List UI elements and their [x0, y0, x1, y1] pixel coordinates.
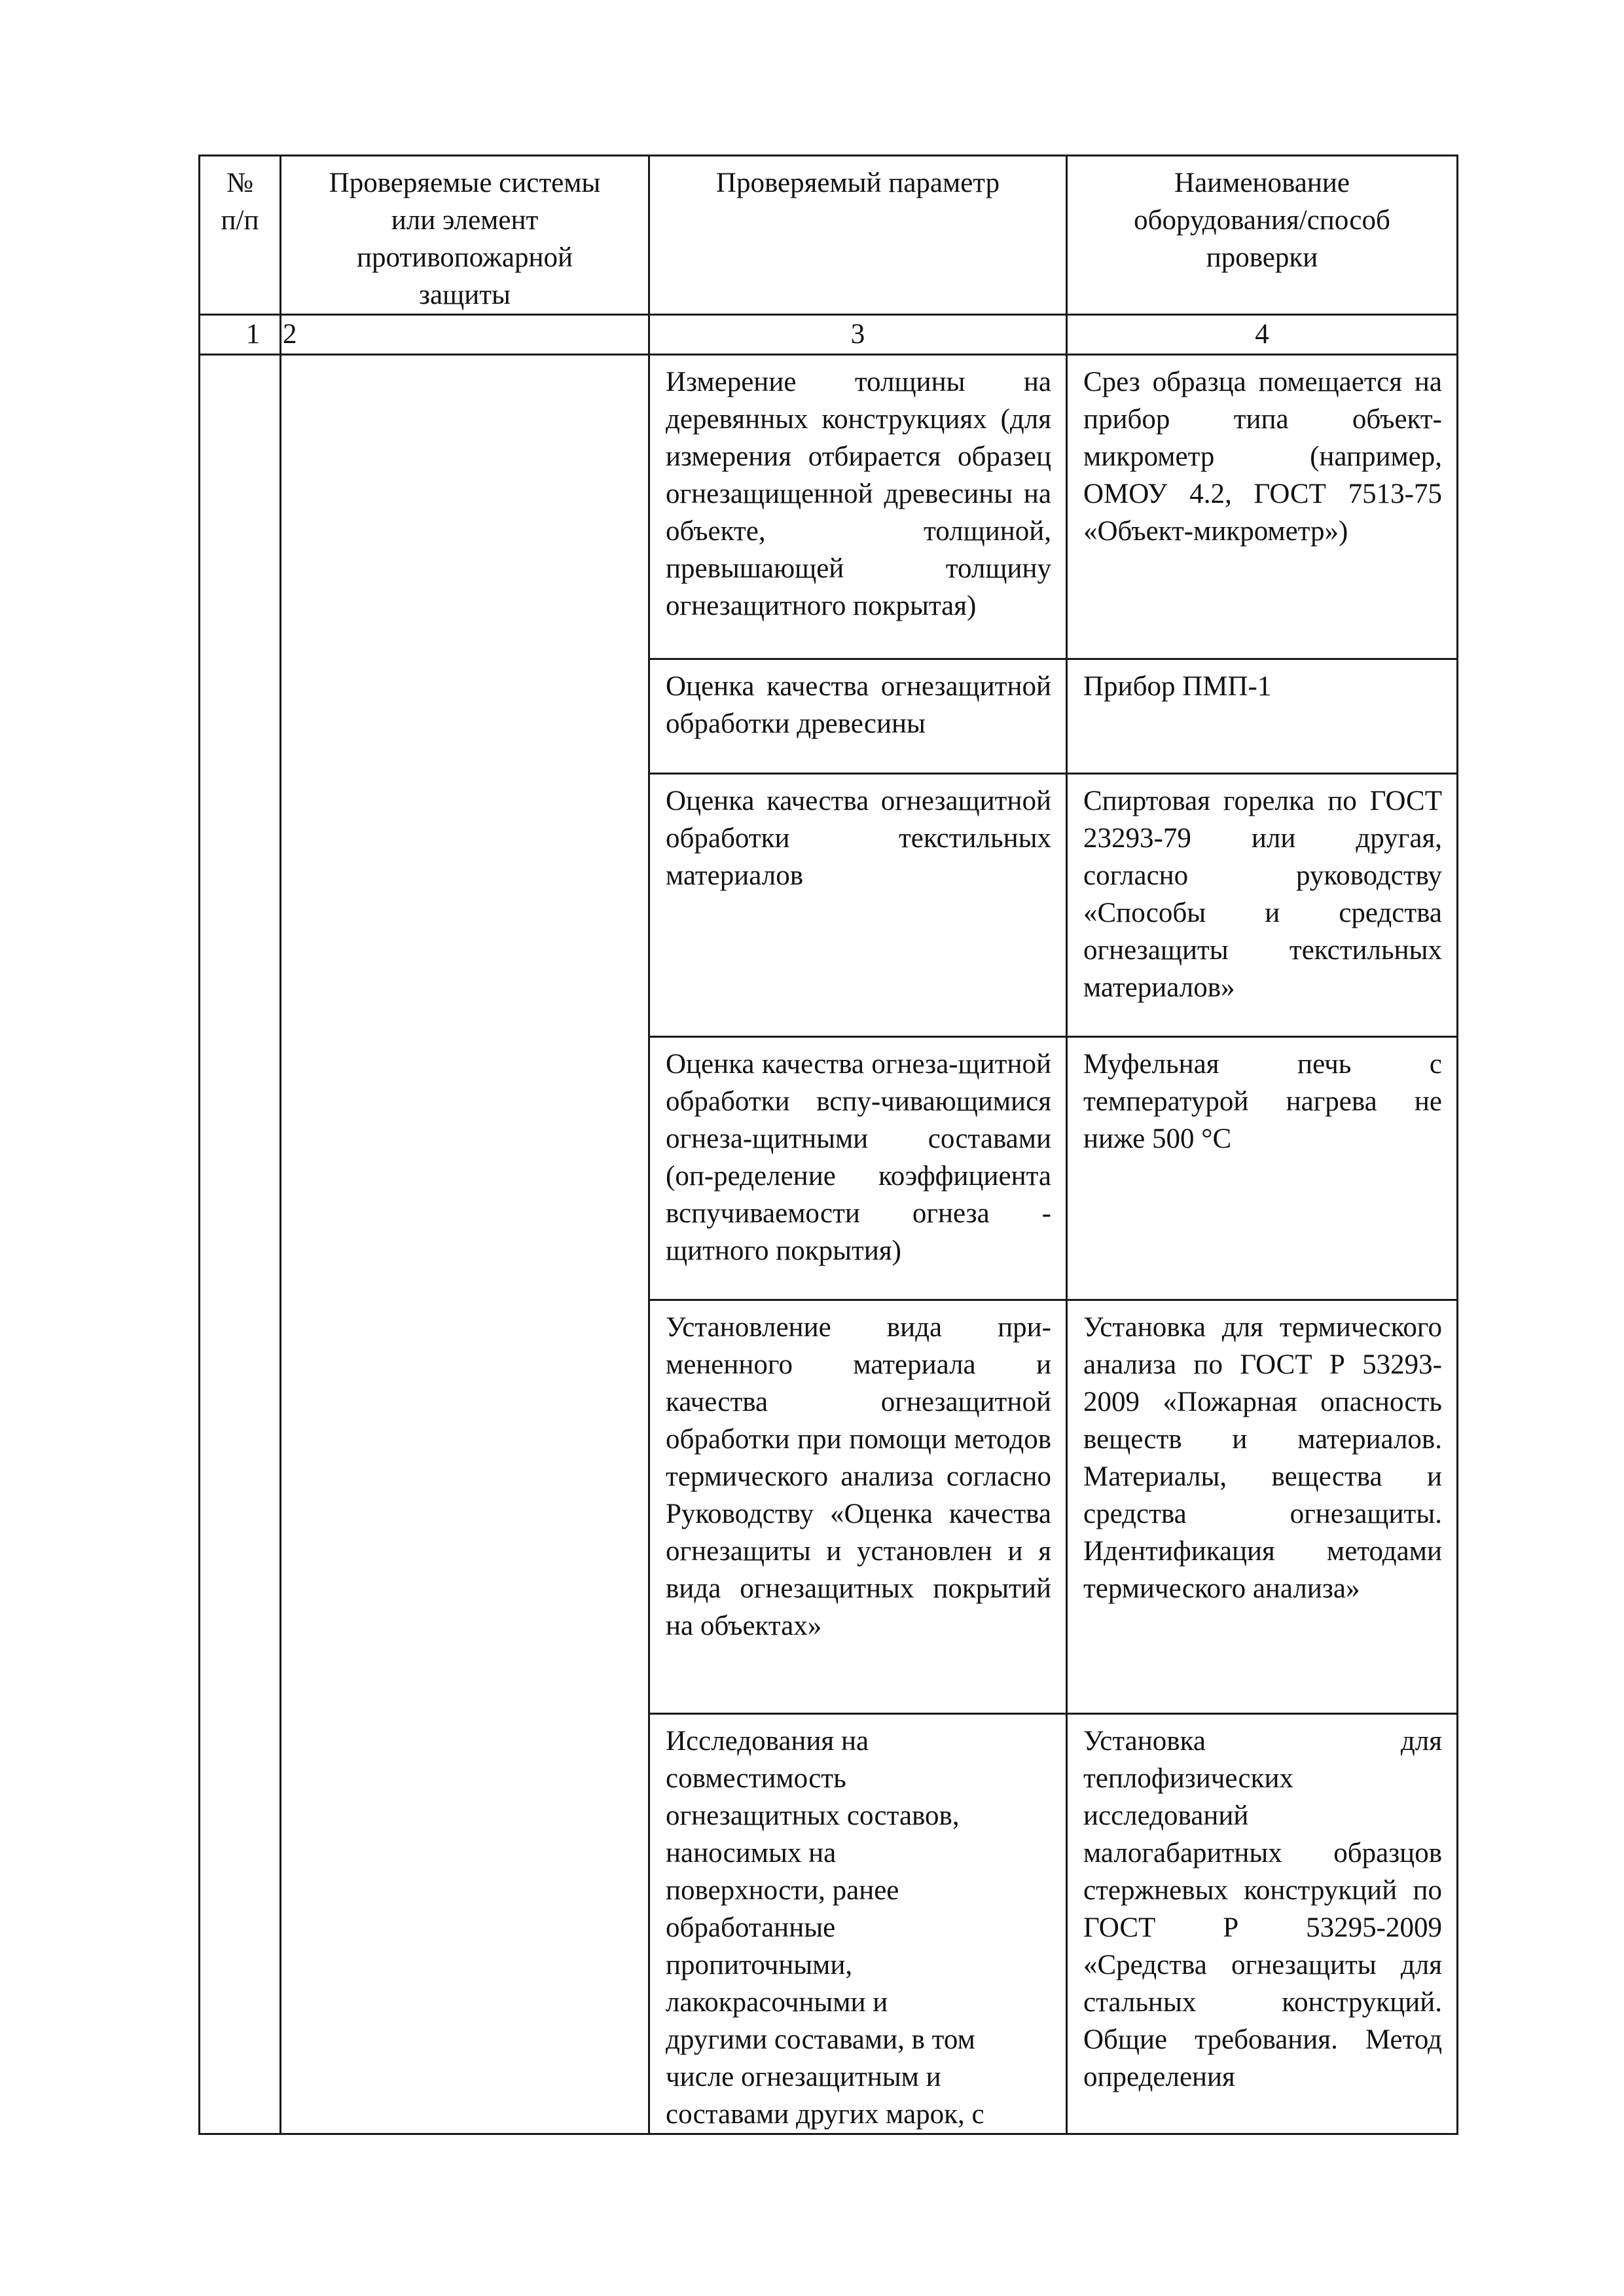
parameter-cell: Измерение толщины на деревянных конструкциях (для измерения отбирается образец огнезащищенной древесины на объекте, толщиной, превышающей толщину огнезащитного покрытая)	[649, 355, 1067, 659]
parameter-cell: Оценка качества огнезащитной обработки древесины	[649, 659, 1067, 774]
equipment-cell: Установка для термического анализа по ГОСТ Р 53293-2009 «Пожарная опасность веществ и материалов. Материалы, вещества и средства огнезащиты. Идентификация методами термического анализа»	[1067, 1300, 1458, 1714]
column-number-1: 1	[200, 315, 281, 355]
column-number-4: 4	[1067, 315, 1458, 355]
empty-systems-cell	[281, 355, 649, 2134]
parameter-cell: Установление вида при-мененного материала и качества огнезащитной обработки при помощи методов термического анализа согласно Руководству «Оценка качества огнезащиты и установлен и я вида огнезащитных покрытий на объектах»	[649, 1300, 1067, 1714]
empty-number-cell	[200, 355, 281, 2134]
equipment-cell: Спиртовая горелка по ГОСТ 23293-79 или другая, согласно руководству «Способы и средства огнезащиты текстильных материалов»	[1067, 774, 1458, 1037]
header-parameter: Проверяемый параметр	[649, 156, 1067, 315]
header-systems: Проверяемые системы или элемент противопожарной защиты	[281, 156, 649, 315]
equipment-cell: Установка для теплофизических исследований малогабаритных образцов стержневых конструкций по ГОСТ Р 53295-2009 «Средства огнезащиты для стальных конструкций. Общие требования. Метод определения	[1067, 1714, 1458, 2134]
parameter-cell: Исследования на совместимость огнезащитных составов, наносимых на поверхности, ранее обработанные пропиточными, лакокрасочными и другими составами, в том числе огнезащитным и составами других марок, с	[649, 1714, 1067, 2134]
column-number-row	[200, 315, 1458, 355]
table-row	[200, 355, 1458, 659]
header-equipment: Наименование оборудования/способ проверки	[1067, 156, 1458, 315]
equipment-cell: Муфельная печь с температурой нагрева не ниже 500 °С	[1067, 1037, 1458, 1300]
header-number: № п/п	[200, 156, 281, 315]
equipment-cell: Срез образца помещается на прибор типа объект-микрометр (например, ОМОУ 4.2, ГОСТ 7513-75 «Объект-микрометр»)	[1067, 355, 1458, 659]
column-number-3: 3	[649, 315, 1067, 355]
column-number-2: 2	[281, 315, 649, 355]
parameter-cell: Оценка качества огнеза-щитной обработки вспу-чивающимися огнеза-щитными составами (оп-ределение коэффициента вспучиваемости огнеза - щитного покрытия)	[649, 1037, 1067, 1300]
equipment-cell: Прибор ПМП-1	[1067, 659, 1458, 774]
inspection-table	[198, 155, 1458, 2135]
table-header-row	[200, 156, 1458, 315]
parameter-cell: Оценка качества огнезащитной обработки текстильных материалов	[649, 774, 1067, 1037]
